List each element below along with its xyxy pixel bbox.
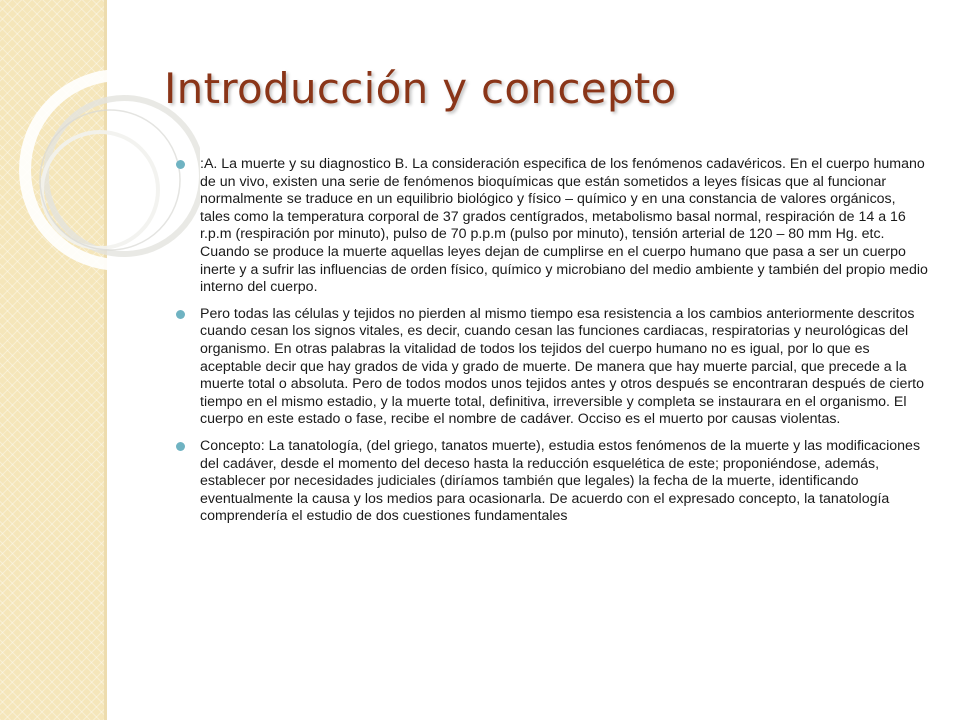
bullet-dot-icon bbox=[176, 442, 185, 451]
bullet-list bbox=[176, 156, 928, 535]
list-item bbox=[176, 156, 928, 297]
decorative-circles bbox=[0, 0, 200, 320]
bullet-text: :A. La muerte y su diagnostico B. La consideración especifica de los fenómenos cadavéricos. En el cuerpo humano de un vivo, existen una serie de fenómenos bioquímicas que están sometidos a leyes físicas que al funcionar normalmente se traduce en un equilibrio biológico y físico – químico y en una constancia de valores orgánicos, tales como la temperatura corporal de 37 grados centígrados, metabolismo basal normal, respiración de 14 a 16 r.p.m (respiración por minuto), pulso de 70 p.p.m (pulso por minuto), tensión arterial de 120 – 80 mm Hg. etc. Cuando se produce la muerte aquellas leyes dejan de cumplirse en el cuerpo humano que pasa a ser un cuerpo inerte y a sufrir las influencias de orden físico, químico y microbiano del medio ambiente y también del propio medio interno del cuerpo. bbox=[200, 156, 928, 296]
bullet-dot-icon bbox=[176, 310, 185, 319]
bullet-dot-icon bbox=[176, 160, 185, 169]
bullet-text: Pero todas las células y tejidos no pierden al mismo tiempo esa resistencia a los cambios anteriormente descritos cuando cesan los signos vitales, es decir, cuando cesan las funciones cardiacas, respiratorias y neurológicas del organismo. En otras palabras la vitalidad de todos los tejidos del cuerpo humano no es igual, por lo que es aceptable decir que hay grados de vida y grado de muerte. De manera que hay muerte parcial, que precede a la muerte total o absoluta. Pero de todos modos unos tejidos antes y otros después se encontraran después de cierto tiempo en el mismo estadio, y la muerte total, definitiva, irreversible y completa se instaurara en el organismo. El cuerpo en este estado o fase, recibe el nombre de cadáver. Occiso es el muerto por causas violentas. bbox=[200, 305, 925, 428]
list-item bbox=[176, 438, 928, 526]
bullet-text: Concepto: La tanatología, (del griego, tanatos muerte), estudia estos fenómenos de la muerte y las modificaciones del cadáver, desde el momento del deceso hasta la reducción esquelética de este; proponiéndose, además, establecer por necesidades judiciales (diríamos también que legales) la fecha de la muerte, identificando eventualmente la causa y los medios para ocasionarla. De acuerdo con el expresado concepto, la tanatología comprendería el estudio de dos cuestiones fundamentales bbox=[200, 437, 921, 525]
slide-title: Introducción y concepto bbox=[164, 64, 677, 113]
list-item bbox=[176, 306, 928, 429]
